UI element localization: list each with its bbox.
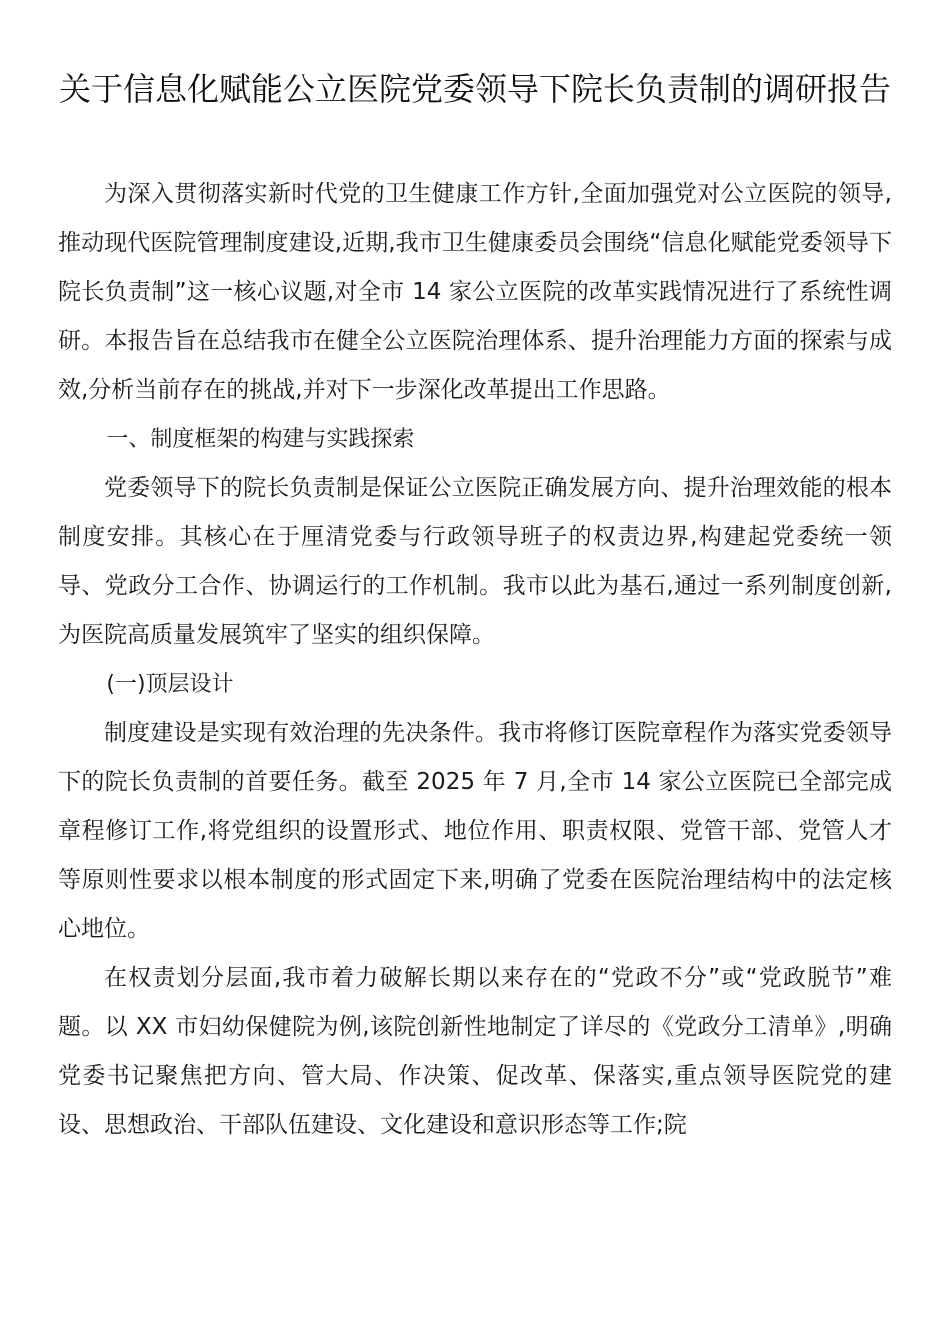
subsection-heading-1: (一)顶层设计: [106, 672, 234, 697]
document-body: [58, 170, 892, 1150]
paragraph-framework: 党委领导下的院长负责制是保证公立医院正确发展方向、提升治理效能的根本制度安排。其核心在于厘清党委与行政领导班子的权责边界,构建起党委统一领导、党政分工合作、协调运行的工作机制。我市以此为基石,通过一系列制度创新,为医院高质量发展筑牢了坚实的组织保障。: [58, 475, 892, 648]
section-heading-1: 一、制度框架的构建与实践探索: [106, 427, 415, 452]
paragraph-division: 在权责划分层面,我市着力破解长期以来存在的“党政不分”或“党政脱节”难题。以 XX 市妇幼保健院为例,该院创新性地制定了详尽的《党政分工清单》,明确党委书记聚焦把方向、管大局、作决策、促改革、保落实,重点领导医院党的建设、思想政治、干部队伍建设、文化建设和意识形态等工作;院: [58, 965, 892, 1138]
document-title: 关于信息化赋能公立医院党委领导下院长负责制的调研报告: [58, 70, 891, 108]
paragraph-intro: 为深入贯彻落实新时代党的卫生健康工作方针,全面加强党对公立医院的领导,推动现代医院管理制度建设,近期,我市卫生健康委员会围绕“信息化赋能党委领导下院长负责制”这一核心议题,对全市 14 家公立医院的改革实践情况进行了系统性调研。本报告旨在总结我市在健全公立医院治理体系、提升治理能力方面的探索与成效,分析当前存在的挑战,并对下一步深化改革提出工作思路。: [58, 181, 892, 403]
paragraph-charter: 制度建设是实现有效治理的先决条件。我市将修订医院章程作为落实党委领导下的院长负责制的首要任务。截至 2025 年 7 月,全市 14 家公立医院已全部完成章程修订工作,将党组织的设置形式、地位作用、职责权限、党管干部、党管人才等原则性要求以根本制度的形式固定下来,明确了党委在医院治理结构中的法定核心地位。: [58, 720, 892, 942]
